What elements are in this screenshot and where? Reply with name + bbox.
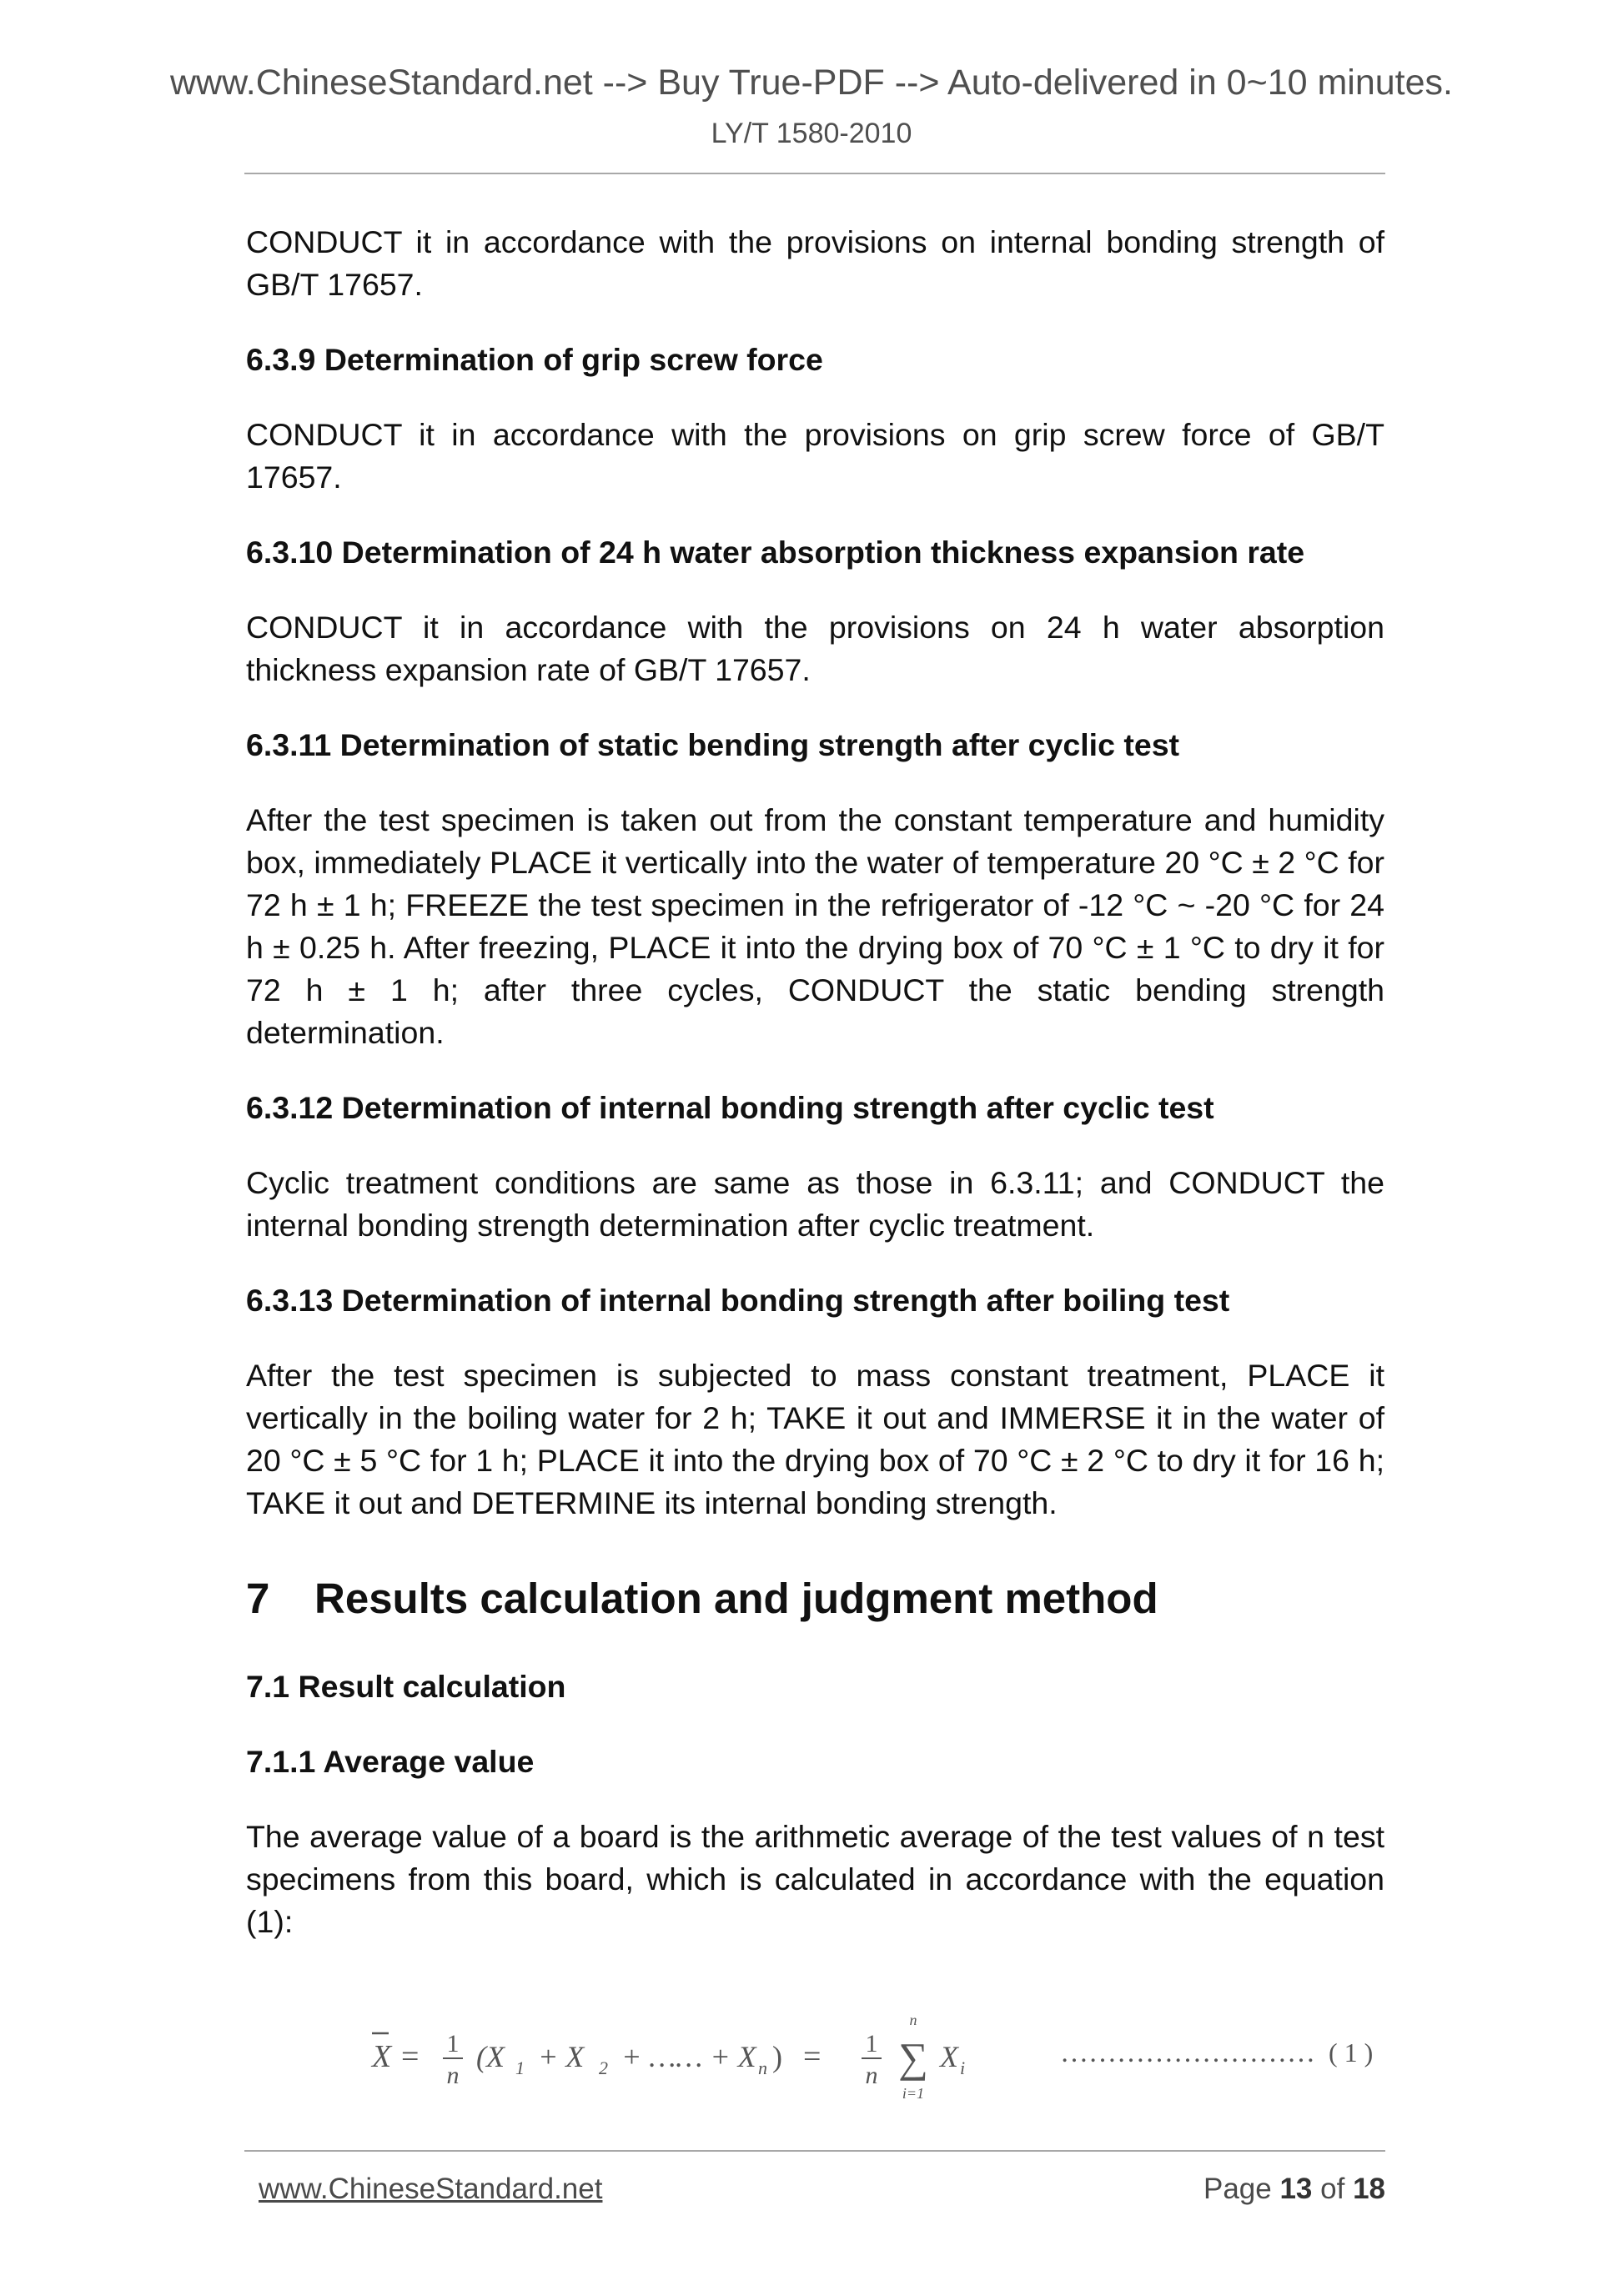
paragraph-6-3-12: Cyclic treatment conditions are same as those in 6.3.11; and CONDUCT the internal bonding strength determination after cyclic treatment. — [246, 1165, 1384, 1243]
paragraph-6-3-9: CONDUCT it in accordance with the provisions on grip screw force of GB/T 17657. — [246, 417, 1384, 495]
sum-upper: n — [909, 2012, 917, 2028]
paragraph-6-3-11: After the test specimen is taken out from the constant temperature and humidity box, immediately PLACE it vertically into the water of temperature 20 °C ± 2 °C for 72 h ± 1 h; FREEZE the test specimen in the refrigerator of -12 °C ~ -20 °C for 24 h ± 0.25 h. After freezing, PLACE it into the drying box of 70 °C ± 1 °C to dry it for 72 h ± 1 h; after three cycles, CONDUCT the static bending strength determination. — [246, 802, 1384, 1050]
page-current: 13 — [1279, 2173, 1313, 2205]
paragraph-intro: CONDUCT it in accordance with the provisions on internal bonding strength of GB/T 17657. — [246, 224, 1384, 302]
sum-lower: i=1 — [902, 2085, 925, 2102]
header-banner: www.ChineseStandard.net --> Buy True-PDF --> Auto-delivered in 0~10 minutes. — [169, 63, 1453, 103]
eq-sub-n: n — [758, 2057, 767, 2078]
equation-1 — [369, 2012, 1387, 2103]
eq-xn: + …… + X — [621, 2040, 756, 2073]
heading-6-3-12: 6.3.12 Determination of internal bonding strength after cyclic test — [246, 1090, 1214, 1125]
eq-close: ) — [772, 2040, 782, 2073]
heading-6-3-10: 6.3.10 Determination of 24 h water absorption thickness expansion rate — [246, 535, 1305, 570]
section-title: Results calculation and judgment method — [314, 1575, 1158, 1622]
eq-sub-2: 2 — [599, 2057, 608, 2078]
eq-sub-1: 1 — [515, 2057, 525, 2078]
paragraph-7-1-1: The average value of a board is the arithmetic average of the test values of n test specimens from this board, which is calculated in accordance with the equation (1): — [246, 1819, 1384, 1939]
page-indicator — [1203, 2174, 1385, 2203]
eq-lhs: X — [372, 2039, 392, 2074]
header-divider — [244, 173, 1385, 174]
heading-7-1-1: 7.1.1 Average value — [246, 1744, 535, 1779]
eq-frac2-den: n — [865, 2062, 878, 2089]
eq-frac-num: 1 — [446, 2030, 460, 2057]
eq-sub-i: i — [960, 2057, 966, 2078]
section-number: 7 — [246, 1575, 270, 1622]
page-of: of — [1320, 2173, 1345, 2205]
page-prefix: Page — [1203, 2173, 1272, 2205]
footer-divider — [244, 2150, 1385, 2152]
eq-equals-2: = — [803, 2039, 822, 2074]
eq-x2: + X — [538, 2040, 585, 2073]
paragraph-6-3-13: After the test specimen is subjected to mass constant treatment, PLACE it vertically in the boiling water for 2 h; TAKE it out and IMMERSE it in the water of 20 °C ± 5 °C for 1 h; PLACE it into the drying box of 70 °C ± 2 °C to dry it for 16 h; TAKE it out and DETERMINE its internal bonding strength. — [246, 1358, 1384, 1520]
eq-frac2-num: 1 — [865, 2030, 878, 2057]
standard-code: LY/T 1580-2010 — [711, 118, 912, 149]
sum-sigma: ∑ — [898, 2034, 928, 2081]
heading-section-7 — [246, 1574, 1384, 1624]
eq-x1: (X — [476, 2040, 505, 2073]
document-body — [246, 221, 1384, 1976]
heading-7-1: 7.1 Result calculation — [246, 1669, 566, 1704]
footer-site-link[interactable]: www.ChineseStandard.net — [259, 2173, 603, 2205]
heading-6-3-11: 6.3.11 Determination of static bending strength after cyclic test — [246, 727, 1180, 762]
eq-frac-den: n — [446, 2062, 460, 2089]
paragraph-6-3-10: CONDUCT it in accordance with the provisions on 24 h water absorption thickness expansion rate of GB/T 17657. — [246, 610, 1384, 687]
heading-6-3-9: 6.3.9 Determination of grip screw force — [246, 342, 823, 377]
eq-equals-1: = — [401, 2039, 420, 2074]
eq-xi: X — [940, 2040, 958, 2073]
heading-6-3-13: 6.3.13 Determination of internal bonding strength after boiling test — [246, 1283, 1230, 1318]
eq-number: ( 1 ) — [1329, 2037, 1374, 2067]
page-total: 18 — [1353, 2173, 1385, 2205]
eq-leader-dots: ……………………… — [1060, 2037, 1315, 2068]
